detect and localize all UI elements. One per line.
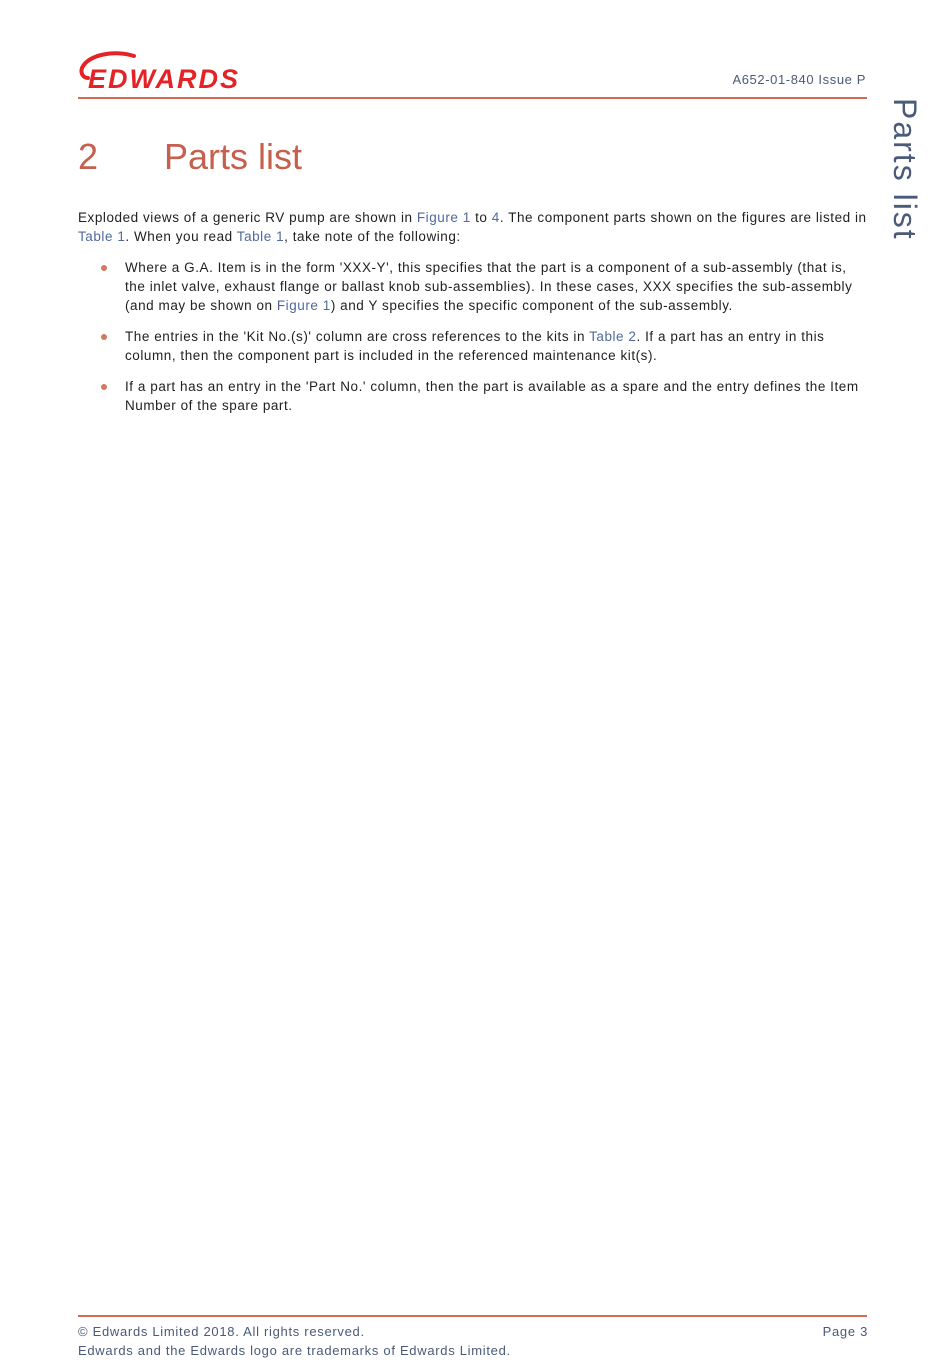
table-1-link[interactable]: Table 1 [78,229,126,244]
intro-paragraph [78,208,868,246]
bullet-icon [101,384,107,390]
intro-text: to [470,210,492,225]
bullet-icon [101,265,107,271]
intro-text: Exploded views of a generic RV pump are shown in [78,210,417,225]
intro-text: . The component parts shown on the figures are listed in [499,210,867,225]
list-item-text: If a part has an entry in the 'Part No.' column, then the part is available as a spare and the entry defines the Item Number of the spare part. [125,379,859,413]
footer-rule [78,1315,867,1317]
trademark-text: Edwards and the Edwards logo are trademarks of Edwards Limited. [78,1343,511,1358]
body-text [78,208,868,427]
side-tab-label: Parts list [887,98,923,241]
list-item [78,327,868,365]
edwards-logo [76,48,298,92]
svg-text:EDWARDS: EDWARDS [88,64,241,92]
list-item-text: The entries in the 'Kit No.(s)' column are cross references to the kits in [125,329,590,344]
footer [78,1322,868,1360]
bullet-icon [101,334,107,340]
intro-text: . When you read [125,229,237,244]
notes-list [78,258,868,415]
section-heading [78,136,302,178]
list-item-text: . If a part has an entry in this column, then the component part is included in the referenced maintenance kit(s). [125,329,825,363]
document-reference: A652-01-840 Issue P [732,72,866,87]
table-1-link[interactable]: Table 1 [236,229,285,244]
header-rule [78,97,867,99]
section-number: 2 [78,136,99,177]
intro-text: , take note of the following: [284,229,461,244]
section-title: Parts list [164,136,303,177]
figure-1-link[interactable]: Figure 1 [416,210,471,225]
list-item-text: ) and Y specifies the specific component of the sub-assembly. [330,298,733,313]
list-item [78,377,868,415]
table-2-link[interactable]: Table 2 [589,329,637,344]
figure-1-link[interactable]: Figure 1 [276,298,331,313]
copyright-text: © Edwards Limited 2018. All rights reserved. [78,1324,365,1339]
page-number: Page 3 [822,1324,868,1339]
list-item [78,258,868,315]
figure-4-link[interactable]: 4 [491,210,500,225]
list-item-text: Where a G.A. Item is in the form 'XXX-Y', this specifies that the part is a component of a sub-assembly (that is, the inlet valve, exhaust flange or ballast knob sub-assemblies). In these cases, XXX specifies the sub-assembly (and may be shown on [125,260,853,313]
